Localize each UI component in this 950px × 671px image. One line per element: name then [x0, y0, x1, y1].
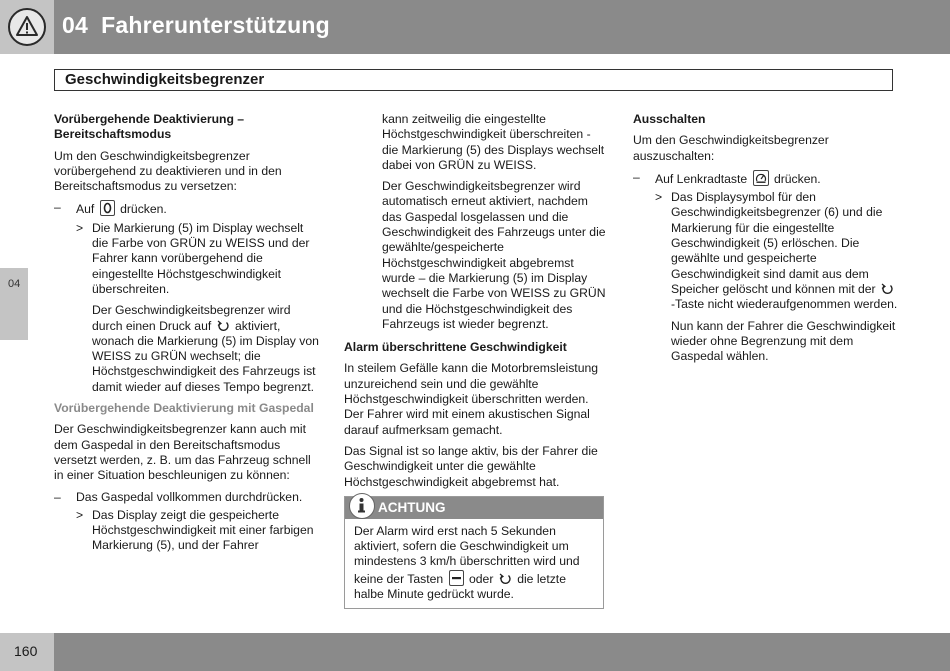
alarm-paragraph-2: Das Signal ist so lange aktiv, bis der Fahrer die Geschwindigkeit unter die gewählte Höchstgeschwindigkeit abgebremst hat. — [344, 443, 598, 489]
step-press-limiter — [633, 170, 898, 187]
resume-arrow-icon — [881, 282, 894, 296]
heading-accelerator: Vorübergehende Deaktivierung mit Gaspedal — [54, 401, 314, 416]
side-tab-label: 04 — [8, 278, 21, 290]
step-limiter-post: drücken. — [773, 171, 821, 186]
heading-standby — [54, 112, 319, 143]
step-press-pedal: – Das Gaspedal vollkommen durchdrücken. — [54, 490, 319, 505]
result-symbol-off-post: -Taste nicht wiederaufgenommen werden. — [671, 297, 898, 312]
resume-arrow-icon — [499, 572, 512, 586]
step1-text-post: drücken. — [120, 202, 167, 217]
intro-paragraph: Um den Geschwindigkeitsbegrenzer vorübergehend zu deaktivieren und in den Bereitschaftsmodus zu versetzen: — [54, 148, 282, 194]
speed-limiter-button-icon — [753, 170, 769, 186]
section-title-box — [54, 69, 893, 91]
chapter-title — [62, 12, 330, 39]
auto-reactivate-paragraph: Der Geschwindigkeitsbegrenzer wird automatisch erneut aktiviert, nachdem das Gaspedal losgelassen und die Geschwindigkeit des Fahrzeugs unter die gewählte/gespeicherte Höchstgeschwindigkeit abgebremst wurde – die Markierung (5) im Display wechselt die Farbe von WEISS zu GRÜN und die Höchstgeschwindigkeit des Fahrzeugs ist wieder begrenzt. — [382, 179, 606, 331]
warning-text-mid: oder — [469, 571, 494, 586]
heading-standby-line1: Vorübergehende Deaktivierung – — [54, 112, 245, 126]
step1-text-pre: Auf — [76, 202, 95, 217]
minus-button-icon — [449, 570, 464, 586]
result-symbol-off — [633, 190, 898, 312]
accelerator-paragraph: Der Geschwindigkeitsbegrenzer kann auch mit dem Gaspedal in den Bereitschaftsmodus versetzt werden, z. B. um das Fahrzeug schnell in einer Situation beschleunigen zu können: — [54, 422, 311, 483]
result-reactivate-post: aktiviert, wonach die Markierung (5) im Display von WEISS zu GRÜN wechselt; die Höchstgeschwindigkeit des Fahrzeugs ist damit wieder auf dieses Tempo begrenzt. — [92, 318, 319, 394]
info-icon — [349, 493, 375, 519]
warning-text-post: die letzte halbe Minute gedrückt wurde. — [354, 571, 566, 602]
alarm-paragraph-1: In steilem Gefälle kann die Motorbremsleistung unzureichend sein und die gewählte Höchstgeschwindigkeit überschritten werden. Der Fahrer wird mit einem akustischen Signal darauf aufmerksam gemacht. — [344, 361, 599, 437]
warning-triangle-icon — [8, 8, 46, 46]
warning-text — [354, 524, 595, 602]
resume-arrow-icon — [217, 319, 230, 333]
column-3 — [633, 112, 898, 370]
heading-standby-line2: Bereitschaftsmodus — [54, 127, 172, 142]
warning-text-pre: Der Alarm wird erst nach 5 Sekunden aktiviert, sofern die Geschwindigkeit um mindestens 3 km/h überschritten wird und keine der Tasten — [354, 523, 580, 586]
final-paragraph: Nun kann der Fahrer die Geschwindigkeit wieder ohne Begrenzung mit dem Gaspedal wählen. — [671, 318, 896, 364]
result-display-marking: > Das Display zeigt die gespeicherte Höchstgeschwindigkeit mit einer farbigen Markierung (5), und der Fahrer — [54, 508, 319, 554]
chapter-name: Fahrerunterstützung — [101, 12, 330, 38]
side-chapter-tab — [0, 268, 28, 340]
page-footer — [0, 633, 950, 671]
page-number: 160 — [14, 643, 38, 659]
warning-box — [344, 496, 604, 609]
section-title: Geschwindigkeitsbegrenzer — [65, 71, 265, 88]
step-limiter-pre: Auf Lenkradtaste — [655, 171, 748, 186]
page-number-box — [0, 633, 54, 671]
switch-off-paragraph: Um den Geschwindigkeitsbegrenzer auszuschalten: — [633, 133, 829, 163]
result-reactivate-pre: Der Geschwindigkeitsbegrenzer wird durch einen Druck auf — [92, 303, 291, 333]
continued-paragraph: kann zeitweilig die eingestellte Höchstgeschwindigkeit überschreiten - die Markierung (5) des Displays wechselt dabei von GRÜN zu WEISS. — [382, 112, 605, 172]
warning-title: ACHTUNG — [378, 499, 446, 515]
warning-body — [345, 519, 603, 608]
heading-switch-off: Ausschalten — [633, 112, 706, 126]
result-symbol-off-pre: Das Displaysymbol für den Geschwindigkeitsbegrenzer (6) und die Markierung für die eingestellte Geschwindigkeit (5) erlöschen. Die gewählte und gespeicherte Geschwindigkeit sind damit aus dem Speicher gelöscht und können mit der — [671, 190, 883, 296]
column-2 — [344, 112, 609, 609]
warning-header — [345, 497, 603, 519]
chapter-header — [0, 0, 950, 54]
column-1 — [54, 112, 319, 560]
header-icon-box — [0, 0, 54, 54]
heading-alarm: Alarm überschrittene Geschwindigkeit — [344, 340, 567, 355]
result-color-change: > Die Markierung (5) im Display wechselt die Farbe von GRÜN zu WEISS und der Fahrer kann vorübergehend die eingestellte Höchstgeschwindigkeit überschreiten. — [54, 221, 319, 297]
result-reactivate — [54, 303, 319, 395]
step-press-zero — [54, 200, 319, 217]
chapter-number: 04 — [62, 12, 88, 38]
zero-button-icon — [100, 200, 115, 216]
